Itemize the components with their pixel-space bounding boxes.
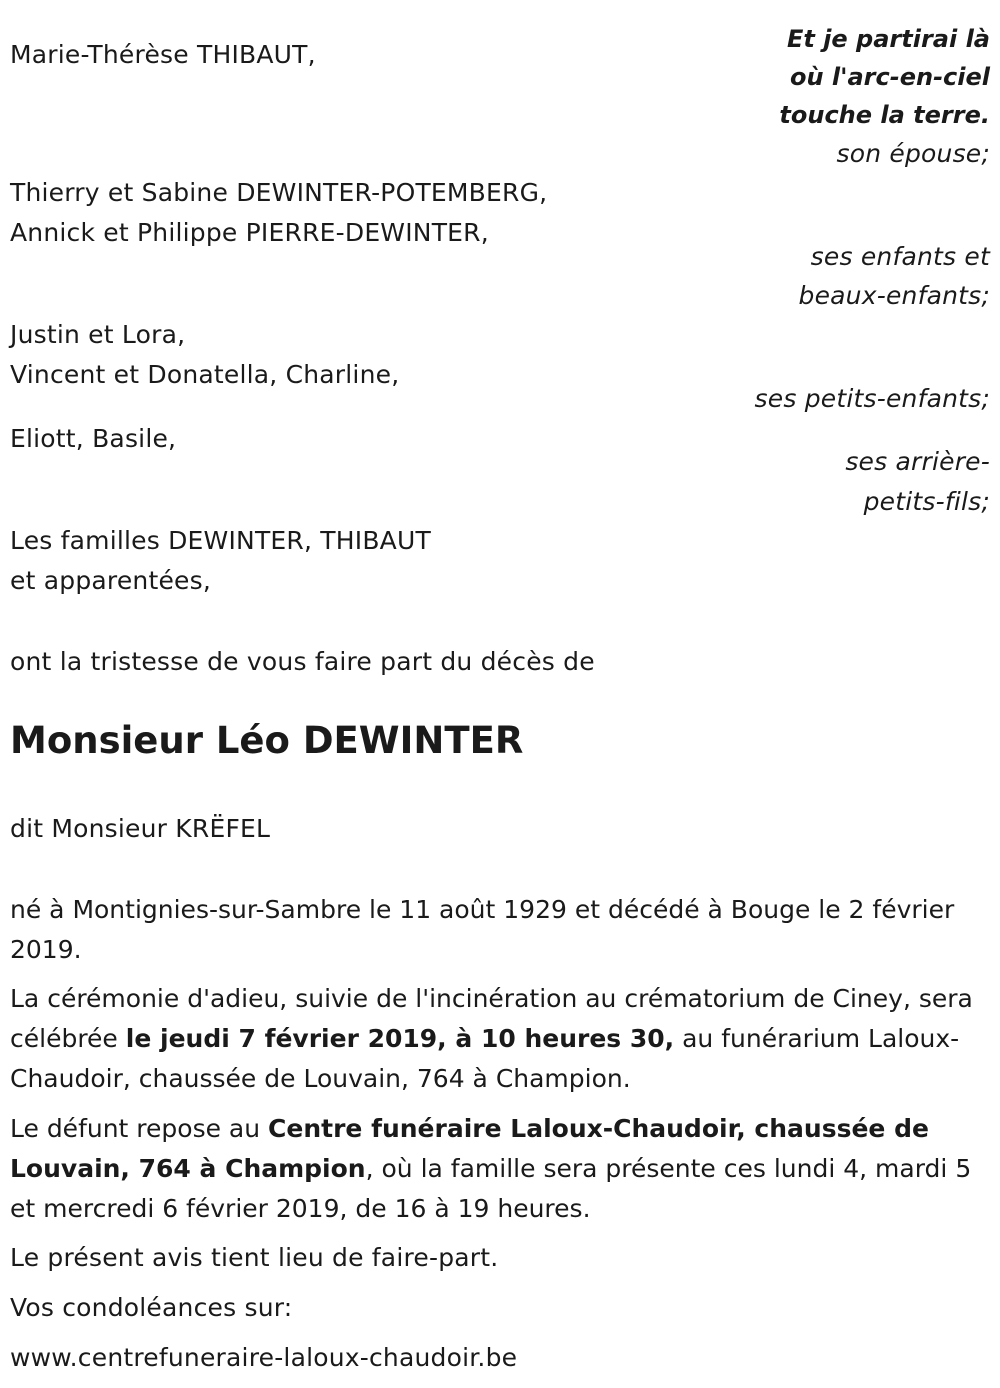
viewing-text: Le défunt repose au xyxy=(10,1114,269,1143)
ceremony-date: le jeudi 7 février 2019, à 10 heures 30, xyxy=(125,1024,675,1053)
deceased-alias: dit Monsieur KRËFEL xyxy=(10,814,271,843)
website-link[interactable]: www.centrefuneraire-laloux-chaudoir.be xyxy=(10,1343,518,1372)
ceremony-text: La cérémonie d'adieu, suivie de l'incinération au crématorium de Ciney, sera célébrée xyxy=(10,984,973,1053)
birth-death-paragraph: né à Montignies-sur-Sambre le 11 août 1929 et décédé à Bouge le 2 février 2019. xyxy=(10,895,955,964)
viewing-place: Centre funéraire Laloux-Chaudoir, chaussée de Louvain, 764 à Champion xyxy=(10,1114,929,1183)
condolences-label: Vos condoléances sur: xyxy=(10,1293,293,1322)
announcement-text: ont la tristesse de vous faire part du décès de xyxy=(10,647,595,676)
epigraph-quote xyxy=(779,20,990,134)
child-line: Thierry et Sabine DEWINTER-POTEMBERG, xyxy=(10,178,548,207)
great-grandchildren-role-line: petits-fils; xyxy=(863,487,990,516)
grandchild-line: Vincent et Donatella, Charline, xyxy=(10,360,400,389)
great-grandchildren-role-line: ses arrière- xyxy=(845,447,990,476)
grandchildren-role: ses petits-enfants; xyxy=(754,384,990,413)
viewing-text: , où la famille sera présente ces lundi 4, mardi 5 et mercredi 6 février 2019, de 16 à 19 heures. xyxy=(10,1154,972,1223)
children-role-line: ses enfants et xyxy=(810,242,990,271)
spouse-role: son épouse; xyxy=(836,139,990,168)
grandchild-line: Justin et Lora, xyxy=(10,320,186,349)
viewing-paragraph xyxy=(10,1109,995,1229)
families-line: Les familles DEWINTER, THIBAUT xyxy=(10,526,431,555)
quote-line: touche la terre. xyxy=(779,101,990,129)
ceremony-paragraph xyxy=(10,979,995,1099)
child-line: Annick et Philippe PIERRE-DEWINTER, xyxy=(10,218,489,247)
deceased-name: Monsieur Léo DEWINTER xyxy=(10,719,524,762)
quote-line: où l'arc-en-ciel xyxy=(789,63,990,91)
notice-text: Le présent avis tient lieu de faire-part. xyxy=(10,1243,499,1272)
quote-line: Et je partirai là xyxy=(786,25,990,53)
families-line: et apparentées, xyxy=(10,566,211,595)
children-role-line: beaux-enfants; xyxy=(798,281,990,310)
ceremony-text: au funérarium Laloux-Chaudoir, chaussée de Louvain, 764 à Champion. xyxy=(10,1024,960,1093)
great-grandchildren: Eliott, Basile, xyxy=(10,424,177,453)
spouse-name: Marie-Thérèse THIBAUT, xyxy=(10,40,316,69)
